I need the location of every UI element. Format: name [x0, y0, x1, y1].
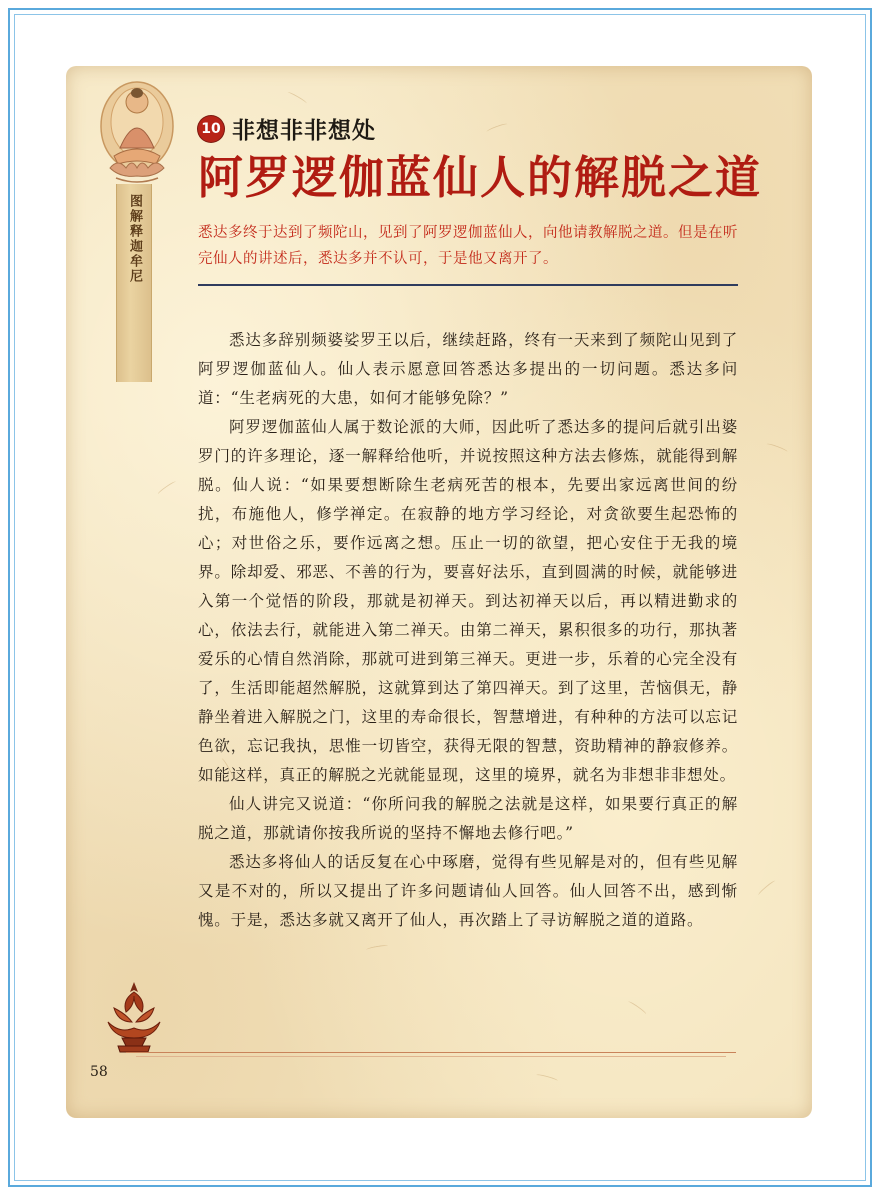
paragraph: 阿罗逻伽蓝仙人属于数论派的大师，因此听了悉达多的提问后就引出婆罗门的许多理论，逐一解释给他听，并说按照这种方法去修炼，就能得到解脱。仙人说：“如果要想断除生老病死苦的根本，先要出家远离世间的纷扰，布施他人，修学禅定。在寂静的地方学习经论，对贪欲要生起恐怖的心；对世俗之乐，要作远离之想。压止一切的欲望，把心安住于无我的境界。除却爱、邪恶、不善的行为，要喜好法乐，直到圆满的时候，就能够进入第一个觉悟的阶段，那就是初禅天。到达初禅天以后，再以精进勤求的心，依法去行，就能进入第二禅天。由第二禅天，累积很多的功行，那执著爱乐的心情自然消除，那就可进到第三禅天。更进一步，乐着的心完全没有了，生活即能超然解脱，这就算到达了第四禅天。到了这里，苦恼俱无，静静坐着进入解脱之门，这里的寿命很长，智慧增进，有种种的方法可以忘记色欲，忘记我执，思惟一切皆空，获得无限的智慧，资助精神的静寂修养。如能这样，真正的解脱之光就能显现，这里的境界，就名为非想非非想处。 [198, 418, 738, 784]
lotus-icon [104, 978, 164, 1056]
paragraph: 悉达多辞别频婆娑罗王以后，继续赶路，终有一天来到了频陀山见到了阿罗逻伽蓝仙人。仙人表示愿意回答悉达多提出的一切问题。悉达多问道：“生老病死的大患，如何才能够免除？” [198, 331, 738, 407]
paragraph: 仙人讲完又说道：“你所问我的解脱之法就是这样，如果要行真正的解脱之道，那就请你按我所说的坚持不懈地去修行吧。” [198, 795, 738, 842]
body-text [198, 326, 738, 935]
section-number-badge: 10 [198, 116, 224, 142]
page-title: 阿罗逻伽蓝仙人的解脱之道 [198, 151, 763, 204]
footer-divider [126, 1052, 736, 1053]
paragraph: 悉达多将仙人的话反复在心中琢磨，觉得有些见解是对的，但有些见解又是不对的，所以又提出了许多问题请仙人回答。仙人回答不出，感到惭愧。于是，悉达多就又离开了仙人，再次踏上了寻访解脱之道的道路。 [198, 853, 738, 929]
sidebar-label: 图解释迦牟尼 [127, 194, 142, 284]
book-page [66, 66, 812, 1118]
footer-divider-light [136, 1056, 726, 1057]
buddha-icon [96, 78, 178, 190]
sidebar-tab [116, 184, 152, 382]
heading-divider [198, 284, 738, 286]
intro-summary: 悉达多终于达到了频陀山，见到了阿罗逻伽蓝仙人，向他请教解脱之道。但是在听完仙人的讲述后，悉达多并不认可，于是他又离开了。 [198, 225, 738, 267]
page-number: 58 [90, 1064, 108, 1080]
section-title: 非想非非想处 [232, 118, 376, 144]
